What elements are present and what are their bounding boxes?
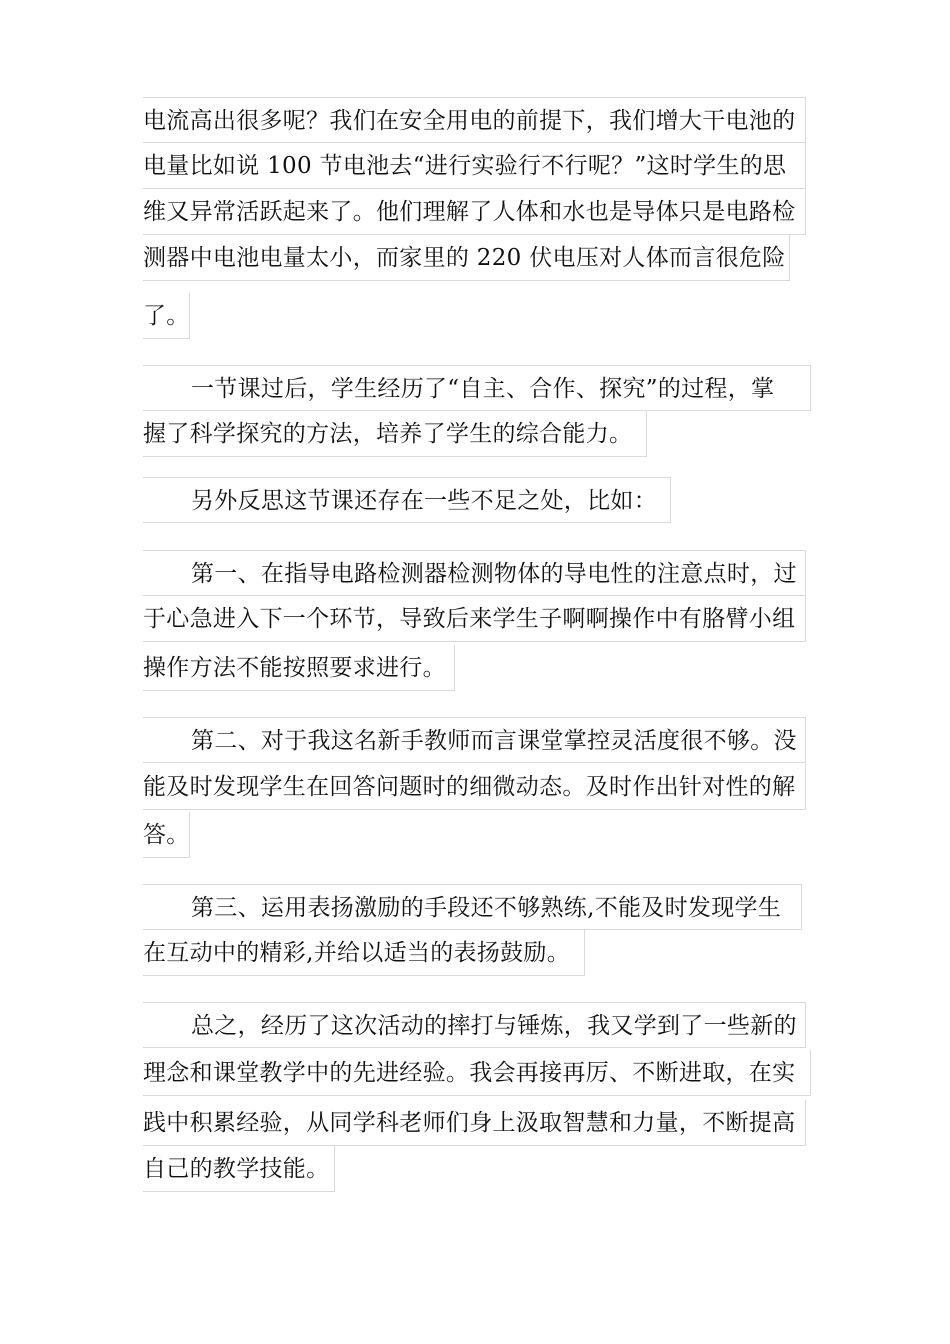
text-line: 能及时发现学生在回答问题时的细微动态。及时作出针对性的解 [143, 764, 806, 810]
text-line: 了。 [143, 293, 190, 339]
text-line: 第二、对于我这名新手教师而言课堂掌控灵活度很不够。没 [143, 717, 806, 763]
text-line: 自己的教学技能。 [143, 1146, 335, 1192]
text-line: 践中积累经验，从同学科老师们身上汲取智慧和力量，不断提高 [143, 1100, 806, 1146]
text-line: 测器中电池电量太小，而家里的 220 伏电压对人体而言很危险 [143, 235, 790, 281]
text-line: 于心急进入下一个环节，导致后来学生子啊啊操作中有胳臂小组 [143, 596, 806, 642]
text-line: 总之，经历了这次活动的摔打与锤炼，我又学到了一些新的 [143, 1002, 806, 1048]
text-line: 握了科学探究的方法，培养了学生的综合能力。 [143, 411, 647, 457]
text-line: 第三、运用表扬激励的手段还不够熟练,不能及时发现学生 [143, 884, 802, 930]
text-line: 另外反思这节课还存在一些不足之处，比如： [143, 477, 671, 523]
text-line: 电流高出很多呢？我们在安全用电的前提下，我们增大干电池的 [143, 97, 806, 143]
text-line: 第一、在指导电路检测器检测物体的导电性的注意点时，过 [143, 550, 806, 596]
text-line: 维又异常活跃起来了。他们理解了人体和水也是导体只是电路检 [143, 189, 806, 235]
text-line: 操作方法不能按照要求进行。 [143, 645, 455, 691]
text-line: 电量比如说 100 节电池去“进行实验行不行呢？”这时学生的思 [143, 143, 806, 189]
text-line: 理念和课堂教学中的先进经验。我会再接再厉、不断进取，在实 [143, 1050, 811, 1096]
text-line: 在互动中的精彩,并给以适当的表扬鼓励。 [143, 930, 585, 976]
text-line: 答。 [143, 812, 190, 858]
text-line: 一节课过后，学生经历了“自主、合作、探究”的过程，掌 [143, 365, 811, 411]
